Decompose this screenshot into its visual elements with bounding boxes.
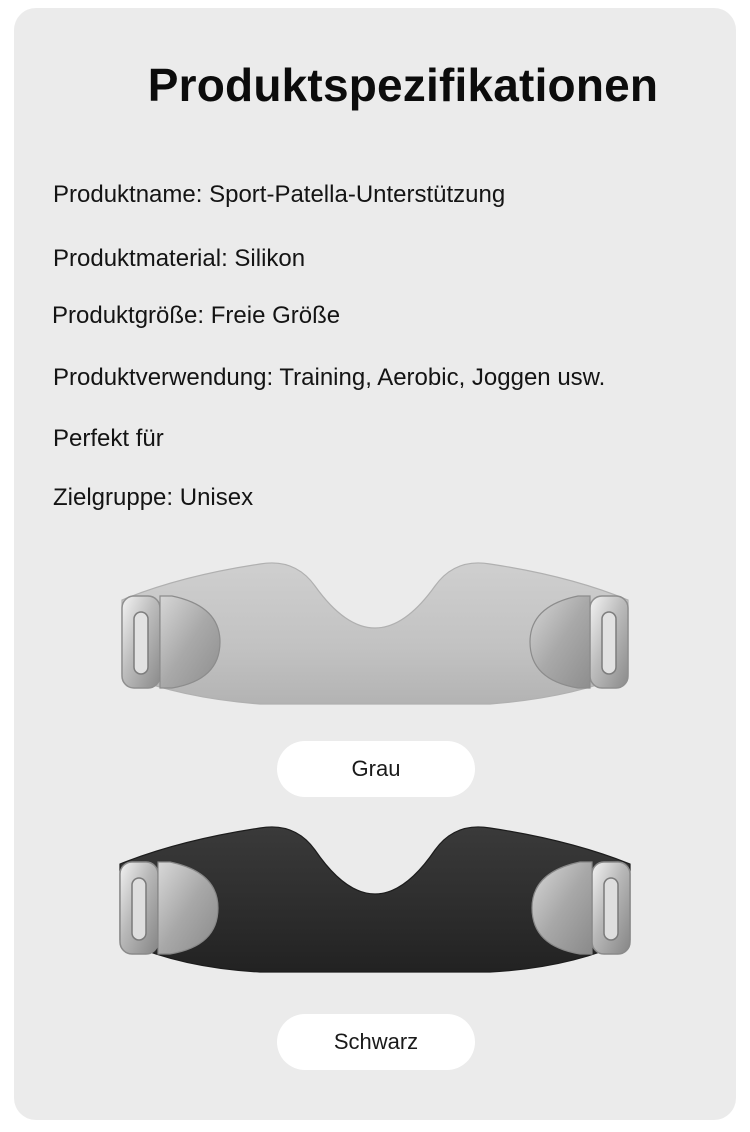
spec-product-usage: Produktverwendung: Training, Aerobic, Joggen usw.	[53, 364, 606, 391]
page-title: Produktspezifikationen	[147, 59, 659, 111]
spec-product-material: Produktmaterial: Silikon	[53, 245, 306, 272]
patella-strap-grey-image	[110, 556, 640, 714]
spec-product-size: Produktgröße: Freie Größe	[52, 302, 341, 329]
variant-grey-label[interactable]: Grau	[277, 741, 475, 797]
spec-product-name: Produktname: Sport-Patella-Unterstützung	[53, 181, 506, 208]
spec-perfect-for: Perfekt für	[53, 425, 164, 452]
patella-strap-black-image	[110, 822, 640, 980]
spec-target-group: Zielgruppe: Unisex	[53, 484, 254, 511]
variant-black-label[interactable]: Schwarz	[277, 1014, 475, 1070]
